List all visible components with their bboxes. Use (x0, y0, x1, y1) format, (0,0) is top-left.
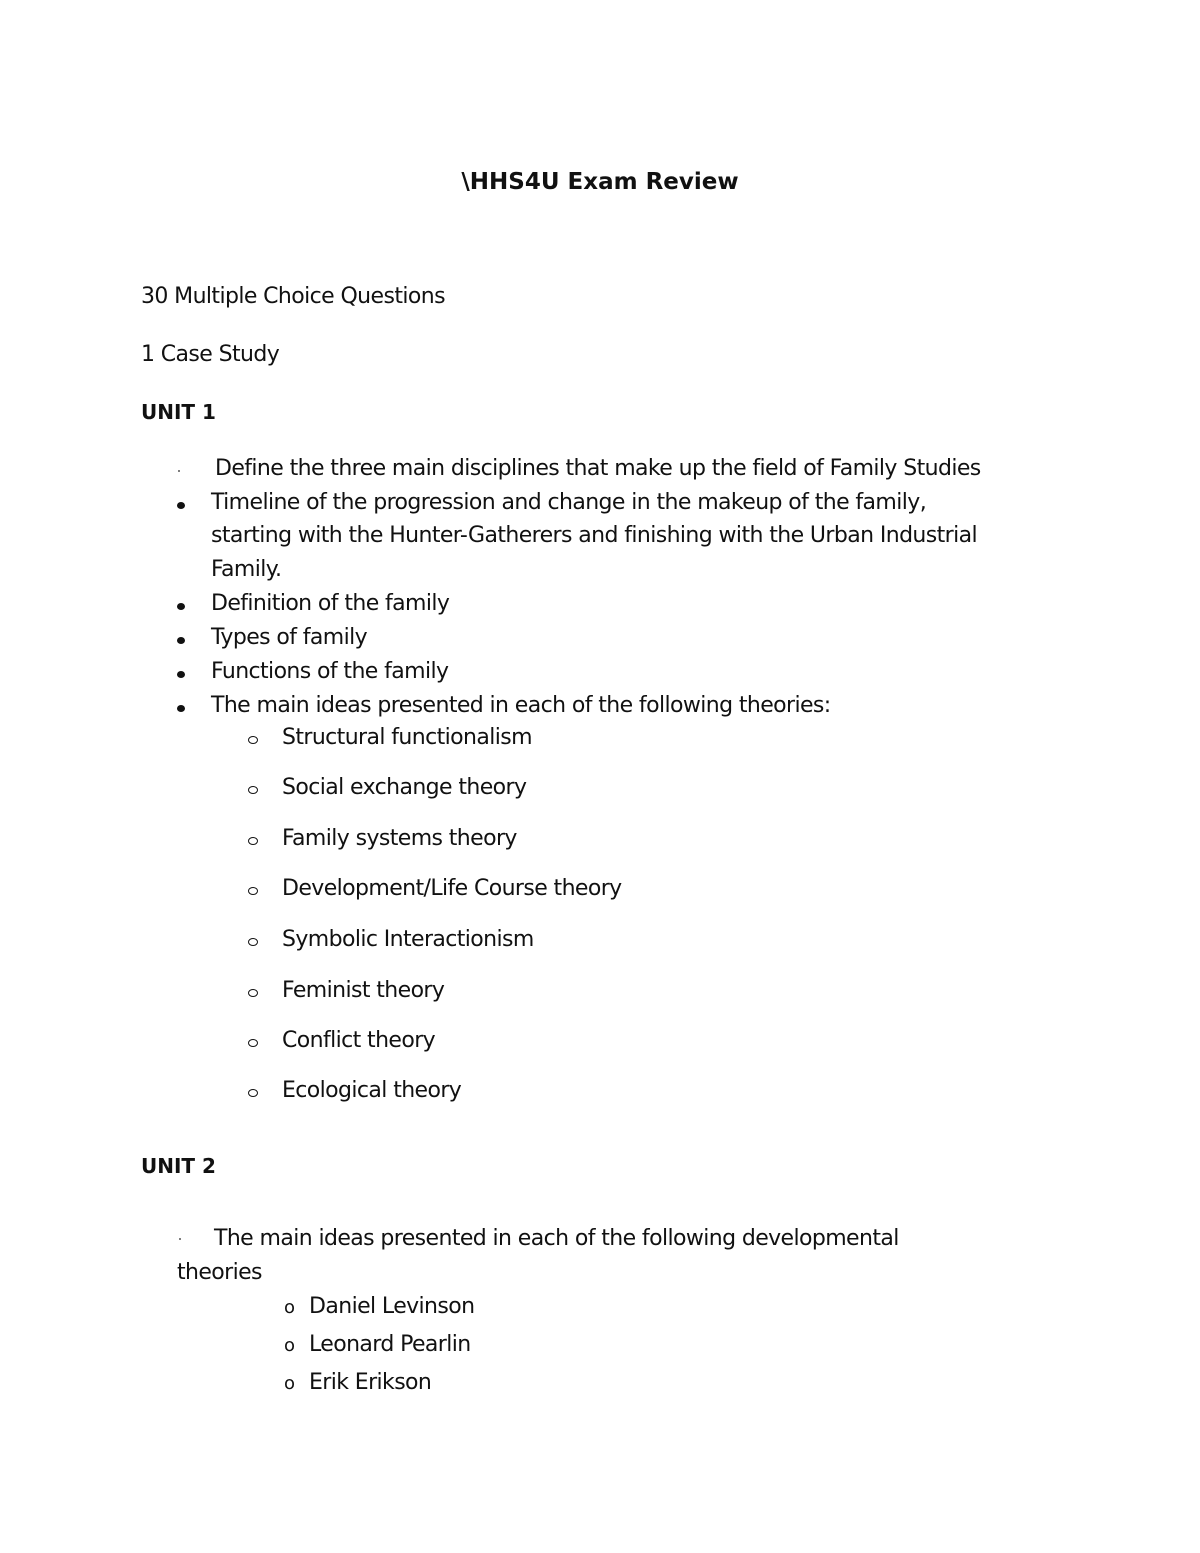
theory-item: Symbolic Interactionism (282, 927, 534, 952)
small-dot-bullet (178, 470, 180, 472)
theorist-item: Leonard Pearlin (309, 1332, 471, 1357)
theorist-item: Daniel Levinson (309, 1294, 475, 1319)
o-bullet-glyph: o (284, 1297, 295, 1318)
bullet-dot (177, 671, 185, 678)
theory-item: Development/Life Course theory (282, 876, 622, 901)
o-bullet-glyph: o (284, 1335, 295, 1356)
theory-item: Family systems theory (282, 826, 517, 851)
circle-bullet (248, 989, 258, 997)
circle-bullet (248, 837, 258, 845)
page-title: \HHS4U Exam Review (461, 169, 739, 195)
theory-item: Social exchange theory (282, 775, 527, 800)
bullet-dot (177, 637, 185, 644)
circle-bullet (248, 1039, 258, 1047)
bullet-dot (177, 502, 185, 509)
unit1-bullet-timeline-line3: Family. (211, 557, 282, 582)
small-dot-bullet (179, 1238, 181, 1240)
intro-case-study: 1 Case Study (141, 342, 280, 367)
unit2-heading: UNIT 2 (141, 1154, 216, 1178)
circle-bullet (248, 938, 258, 946)
unit1-bullet-theories: The main ideas presented in each of the following theories: (211, 693, 831, 718)
circle-bullet (248, 887, 258, 895)
unit1-bullet-timeline-line1: Timeline of the progression and change in the makeup of the family, (211, 490, 927, 515)
theory-item: Conflict theory (282, 1028, 436, 1053)
bullet-dot (177, 705, 185, 712)
o-bullet-glyph: o (284, 1373, 295, 1394)
bullet-dot (177, 603, 185, 610)
unit1-bullet-types: Types of family (211, 625, 368, 650)
unit1-bullet-functions: Functions of the family (211, 659, 449, 684)
theory-item: Structural functionalism (282, 725, 532, 750)
unit1-heading: UNIT 1 (141, 400, 216, 424)
theory-item: Ecological theory (282, 1078, 462, 1103)
theorist-item: Erik Erikson (309, 1370, 432, 1395)
circle-bullet (248, 1089, 258, 1097)
circle-bullet (248, 786, 258, 794)
unit1-bullet-timeline-line2: starting with the Hunter-Gatherers and finishing with the Urban Industrial (211, 523, 978, 548)
unit2-first-item-line1: The main ideas presented in each of the following developmental (214, 1226, 899, 1251)
unit1-first-item: Define the three main disciplines that make up the field of Family Studies (215, 456, 981, 481)
unit2-first-item-line2: theories (177, 1260, 262, 1285)
circle-bullet (248, 736, 258, 744)
theory-item: Feminist theory (282, 978, 445, 1003)
intro-multiple-choice: 30 Multiple Choice Questions (141, 284, 445, 309)
unit1-bullet-definition: Definition of the family (211, 591, 450, 616)
